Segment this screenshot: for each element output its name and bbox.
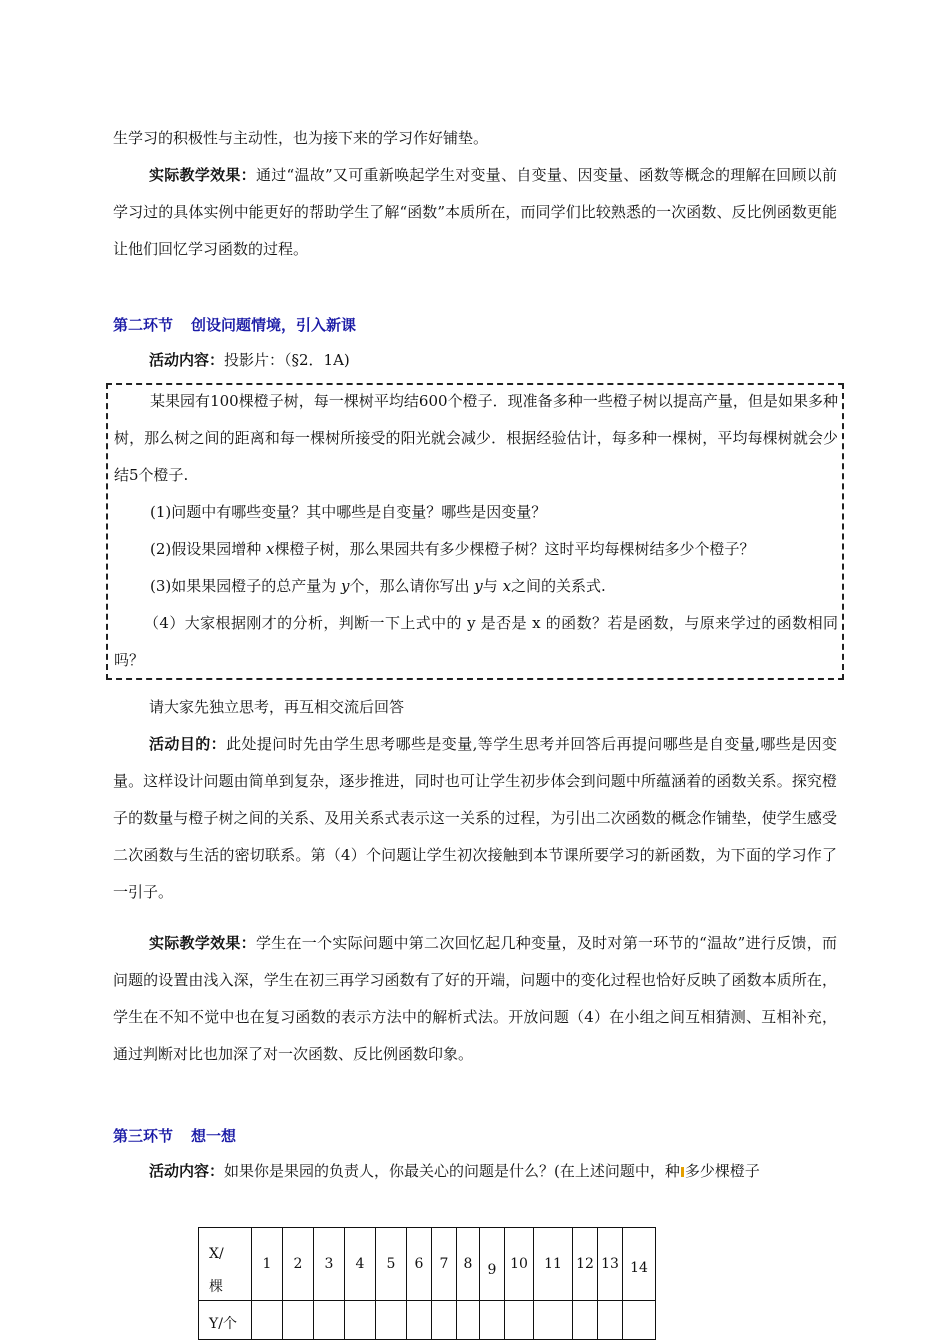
question-2: (2)假设果园增种 x棵橙子树，那么果园共有多少棵橙子树？这时平均每棵树结多少个橙子？: [150, 540, 755, 558]
table-header-x: X/ 棵: [199, 1228, 252, 1301]
section2-title: 创设问题情境，引入新课: [191, 316, 357, 334]
question-4: （4）大家根据刚才的分析，判断一下上式中的 y 是否是 x 的函数？若是函数，与原来学过的函数相同吗？: [114, 614, 838, 669]
question-1: (1)问题中有哪些变量？其中哪些是自变量？哪些是因变量？: [150, 503, 547, 521]
problem-intro: 某果园有100棵橙子树，每一棵树平均结600个橙子．现准备多种一些橙子树以提高产量，但是如果多种树，那么树之间的距离和每一棵树所接受的阳光就会减少．根据经验估计，每多种一棵树，平均每棵树就会少结5个橙子.: [114, 392, 838, 484]
table-cell-y: [252, 1301, 283, 1340]
table-cell-y: [534, 1301, 573, 1340]
purpose2-text: 此处提问时先由学生思考哪些是变量,等学生思考并回答后再提问哪些是自变量,哪些是因变量。这样设计问题由简单到复杂，逐步推进，同时也可让学生初步体会到问题中所蕴涵着的函数关系。探究橙子的数量与橙子树之间的关系、及用关系式表示这一关系的过程，为引出二次函数的概念作铺垫，使学生感受二次函数与生活的密切联系。第（4）个问题让学生初次接触到本节课所要学习的新函数，为下面的学习作了一引子。: [113, 735, 837, 901]
table-cell-y: [345, 1301, 376, 1340]
table-cell-y: [505, 1301, 534, 1340]
purpose2-label: 活动目的：: [149, 735, 227, 753]
table-cell-y: [598, 1301, 623, 1340]
purpose2-paragraph: [113, 726, 837, 911]
effect2-label: 实际教学效果：: [149, 934, 256, 952]
table-cell-x: 7: [432, 1228, 457, 1301]
section3-num: 第三环节: [113, 1127, 174, 1145]
table-cell-x: 13: [598, 1228, 623, 1301]
effect1-label: 实际教学效果：: [149, 166, 256, 184]
table-cell-x: 9: [480, 1228, 505, 1301]
table-cell-y: [480, 1301, 505, 1340]
table-cell-x: 12: [573, 1228, 598, 1301]
section2-num: 第二环节: [113, 316, 174, 334]
table-cell-y: [407, 1301, 432, 1340]
effect2-paragraph: [113, 925, 837, 1073]
projection-problem-box: [106, 383, 844, 680]
table-cell-y: [314, 1301, 345, 1340]
table-header-y: Y/个: [199, 1301, 252, 1340]
section2-heading: [113, 314, 356, 336]
effect2-text: 学生在一个实际问题中第二次回忆起几种变量，及时对第一环节的“温故”进行反馈，而问题的设置由浅入深，学生在初三再学习函数有了好的开端，问题中的变化过程也恰好反映了函数本质所在，学生在不知不觉中也在复习函数的表示方法中的解析式法。开放问题（4）在小组之间互相猜测、互相补充，通过判断对比也加深了对一次函数、反比例函数印象。: [113, 934, 837, 1063]
effect1-paragraph: [113, 157, 837, 268]
orange-yield-table: [198, 1227, 656, 1340]
activity2-paragraph: [113, 342, 837, 379]
effect1-text: 通过“温故”又可重新唤起学生对变量、自变量、因变量、函数等概念的理解在回顾以前学习过的具体实例中能更好的帮助学生了解“函数”本质所在，而同学们比较熟悉的一次函数、反比例函数更能让他们回忆学习函数的过程。: [113, 166, 837, 258]
activity2-text: 投影片：（§2．1A): [224, 351, 350, 369]
table-row-x: [199, 1228, 656, 1301]
table-cell-x: 14: [623, 1228, 656, 1301]
activity3-paragraph: 活动内容：如果你是果园的负责人，你最关心的问题是什么？(在上述问题中，种 多少棵橙子: [149, 1162, 760, 1180]
section3-title: 想一想: [191, 1127, 237, 1145]
table-cell-y: [376, 1301, 407, 1340]
intro-tail-paragraph: 生学习的积极性与主动性，也为接下来的学习作好铺垫。: [113, 129, 489, 147]
activity2-label: 活动内容：: [149, 351, 225, 369]
text-cursor-marker: [681, 1167, 684, 1177]
table-cell-x: 4: [345, 1228, 376, 1301]
table-cell-x: 8: [457, 1228, 480, 1301]
table-cell-x: 1: [252, 1228, 283, 1301]
table-cell-y: [432, 1301, 457, 1340]
question-3: (3)如果果园橙子的总产量为 y个，那么请你写出 y与 x之间的关系式.: [150, 577, 606, 595]
table-cell-x: 10: [505, 1228, 534, 1301]
table-cell-x: 5: [376, 1228, 407, 1301]
table-cell-x: 2: [283, 1228, 314, 1301]
table-cell-y: [623, 1301, 656, 1340]
table-row-y: [199, 1301, 656, 1340]
section3-heading: [113, 1125, 236, 1147]
table-cell-y: [457, 1301, 480, 1340]
table-cell-x: 6: [407, 1228, 432, 1301]
table-cell-y: [283, 1301, 314, 1340]
think-prompt: 请大家先独立思考，再互相交流后回答: [149, 698, 405, 716]
table-cell-x: 11: [534, 1228, 573, 1301]
table-cell-y: [573, 1301, 598, 1340]
activity3-label: 活动内容：: [149, 1162, 225, 1180]
table-cell-x: 3: [314, 1228, 345, 1301]
